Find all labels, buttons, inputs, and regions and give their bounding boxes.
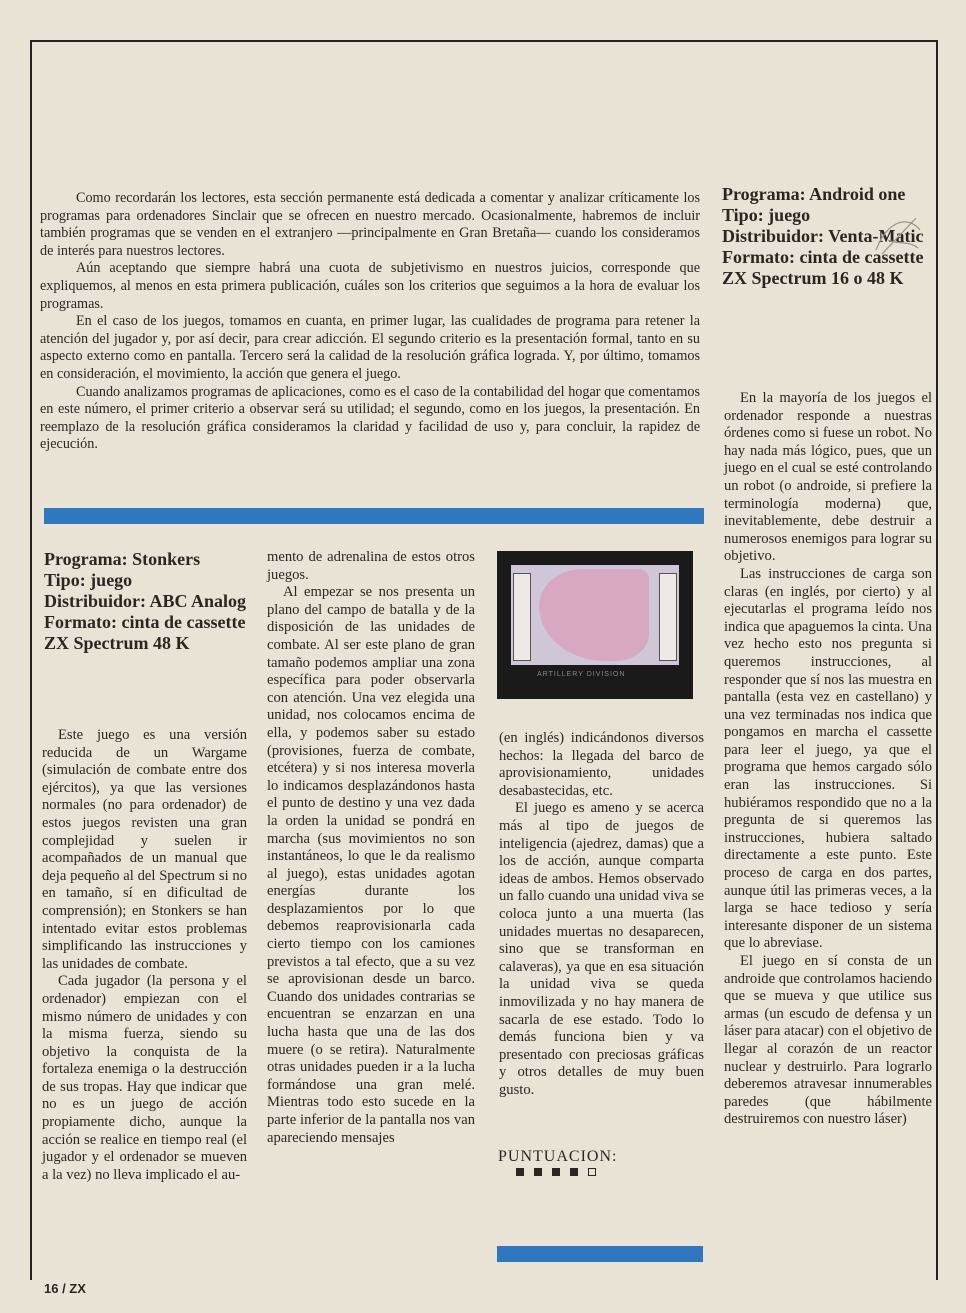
signature-mark (868, 210, 928, 260)
stonkers-formato: Formato: cinta de cassette (44, 612, 246, 632)
stonkers-col2 (267, 549, 475, 1147)
stonkers-paragraph: Cada jugador (la persona y el ordenador) empiezan con el mismo número de unidades y con la misma fuerza, siendo su objetivo la conquista de la fortaleza enemiga o la destrucción de sus tropas. Hay que indicar que no es un juego de acción propiamente dicho, aunque la acción se realice en tiempo real (el jugador y el ordenador se mueven a la vez) no lleva implicado el au- (42, 973, 247, 1183)
intro-text (40, 190, 700, 454)
frame-top-rule (30, 40, 936, 42)
stonkers-spec-block (44, 549, 250, 654)
screenshot-playfield (511, 565, 679, 665)
android-paragraph: El juego en sí consta de un androide que controlamos haciendo que se mueva y que utilice sus armas (un escudo de defensa y un láser para atacar) con el objetivo de llegar al corazón de un reactor nuclear y destruirlo. Para lograrlo deberemos atravesar innumerables paredes (que hábilmente destruiremos con nuestro láser) (724, 953, 932, 1128)
screenshot-left-pillar (513, 573, 531, 661)
frame-right-rule (936, 40, 938, 1280)
rating-empty-square (588, 1168, 596, 1176)
rating-filled-square (552, 1168, 560, 1176)
rating-filled-square (534, 1168, 542, 1176)
stonkers-paragraph: mento de adrenalina de estos otros juegos. (267, 549, 475, 583)
bottom-divider-bar (497, 1246, 703, 1262)
android-sistema: ZX Spectrum 16 o 48 K (722, 268, 904, 288)
frame-left-rule (30, 40, 32, 1280)
rating-filled-square (516, 1168, 524, 1176)
android-tipo: Tipo: juego (722, 205, 811, 225)
screenshot-map (539, 569, 649, 661)
stonkers-paragraph: Este juego es una versión reducida de un Wargame (simulación de combate entre dos ejércitos), ya que las versiones normales (no para ordenador) de estos juegos revisten una gran complejidad y suelen ir acompañados de un manual que deja pequeño al del Spectrum si no en tamaño, sí en dificultad de comprensión); en Stonkers se han intentado evitar estos problemas simplificando las instrucciones y las unidades de combate. (42, 727, 247, 972)
stonkers-sistema: ZX Spectrum 48 K (44, 633, 190, 653)
stonkers-distribuidor: Distribuidor: ABC Analog (44, 591, 247, 611)
rating-filled-square (570, 1168, 578, 1176)
android-body (724, 390, 932, 1129)
puntuacion-rating (516, 1168, 596, 1176)
game-screenshot (497, 551, 693, 699)
screenshot-caption-strip: ARTILLERY DIVISION (537, 671, 626, 678)
stonkers-col1 (42, 727, 247, 1184)
screenshot-right-pillar (659, 573, 677, 661)
intro-paragraph: Como recordarán los lectores, esta sección permanente está dedicada a comentar y analizar críticamente los programas para ordenadores Sinclair que se ofrecen en nuestro mercado. Ocasionalmente, habremos de incluir también programas que se venden en el extranjero —principalmente en Gran Bretaña— cuando los consideramos de interés para nuestros lectores. (40, 190, 700, 259)
stonkers-paragraph: El juego es ameno y se acerca más al tipo de juegos de inteligencia (ajedrez, damas) que a los de acción, aunque comparta ideas de ambos. Hemos observado un fallo cuando una unidad viva se coloca junto a una muerta (las unidades muertas no desaparecen, sino que se transforman en calaveras), ya que en esa situación la unidad viva se queda inmovilizada y no hay manera de sacarla de ese estado. Todo lo demás funciona bien y va presentado con preciosas gráficas y otros detalles de muy buen gusto. (499, 800, 704, 1098)
android-distribuidor: Distribuidor: Venta-Matic (722, 226, 924, 246)
section-divider-bar (44, 508, 704, 524)
stonkers-paragraph: Al empezar se nos presenta un plano del campo de batalla y de la disposición de las unidades de combate. Al ser este plano de gran tamaño podemos ampliar una zona específica para poder observarla con atención. Una vez elegida una unidad, nos colocamos encima de ella, y podemos saber su estado (provisiones, fuerza de combate, etcétera) y si nos interesa moverla lo indicamos desplazándonos hasta el punto de destino y una vez dada la orden la unidad se pondrá en marcha (sus movimientos no son instantáneos, lo que le da realismo al juego), estas unidades agotan energías durante los desplazamientos por lo que debemos reaprovisionarla cada cierto tiempo con los camiones previstos a tal efecto, que a su vez se aprovisionan desde un barco. Cuando dos unidades contrarias se encuentran se enzarzan en una lucha hasta que una de las dos muere (o se retira). Naturalmente otras unidades pueden ir a la lucha formándose una gran melé. Mientras todo esto sucede en la parte inferior de la pantalla nos van apareciendo mensajes (267, 584, 475, 1146)
intro-paragraph: En el caso de los juegos, tomamos en cuanta, en primer lugar, las cualidades de programa para retener la atención del jugador y, por así decir, para crear adicción. El segundo criterio es la presentación formal, tanto en su aspecto externo como en pantalla. Tercero será la calidad de la resolución gráfica lograda. Y, por último, tomamos en consideración, el movimiento, la acción que genera el juego. (40, 313, 700, 382)
stonkers-paragraph: (en inglés) indicándonos diversos hechos: la llegada del barco de aprovisionamiento, unidades desabastecidas, etc. (499, 730, 704, 799)
android-programa: Programa: Android one (722, 184, 906, 204)
page-number: 16 / ZX (44, 1281, 86, 1296)
intro-paragraph: Aún aceptando que siempre habrá una cuota de subjetivismo en nuestros juicios, corresponde que expliquemos, al menos en esta primera publicación, cuáles son los criterios que seguimos a la hora de evaluar los programas. (40, 260, 700, 312)
stonkers-programa: Programa: Stonkers (44, 549, 201, 569)
android-formato: Formato: cinta de cassette (722, 247, 924, 267)
stonkers-tipo: Tipo: juego (44, 570, 133, 590)
android-paragraph: En la mayoría de los juegos el ordenador responde a nuestras órdenes como si fuese un robot. No hay nada más lógico, pues, que un juego en el cual se esté controlando un robot (o androide, si prefiere la terminología moderna) que, inevitablemente, debe destruir a numerosos enemigos para lograr su objetivo. (724, 390, 932, 565)
stonkers-col3 (499, 730, 704, 1099)
android-paragraph: Las instrucciones de carga son claras (en inglés, por cierto) y al ejecutarlas el programa leído nos indica que apaguemos la cinta. Una vez hecho esto nos pregunta si queremos instrucciones, al responder que sí nos las muestra en pantalla (esta vez en castellano) y una vez terminadas nos indica que pongamos en marcha el cassette para leer el juego, ya que el programa que hemos cargado sólo eran las instrucciones. Si hubiéramos respondido que no a la pregunta de si queremos las instrucciones, hubiera saltado directamente a este punto. Este proceso de carga en dos partes, aunque útil las primeras veces, a la larga se hace tedioso y sería interesante disponer de un sistema que lo abreviase. (724, 565, 932, 952)
intro-paragraph: Cuando analizamos programas de aplicaciones, como es el caso de la contabilidad del hogar que comentamos en este número, el primer criterio a observar será su utilidad; el segundo, como en los juegos, la presentación. En reemplazo de la resolución gráfica consideramos la claridad y facilidad de uso y, para concluir, la rapidez de ejecución. (40, 383, 700, 453)
puntuacion-label: PUNTUACION: (498, 1148, 618, 1165)
